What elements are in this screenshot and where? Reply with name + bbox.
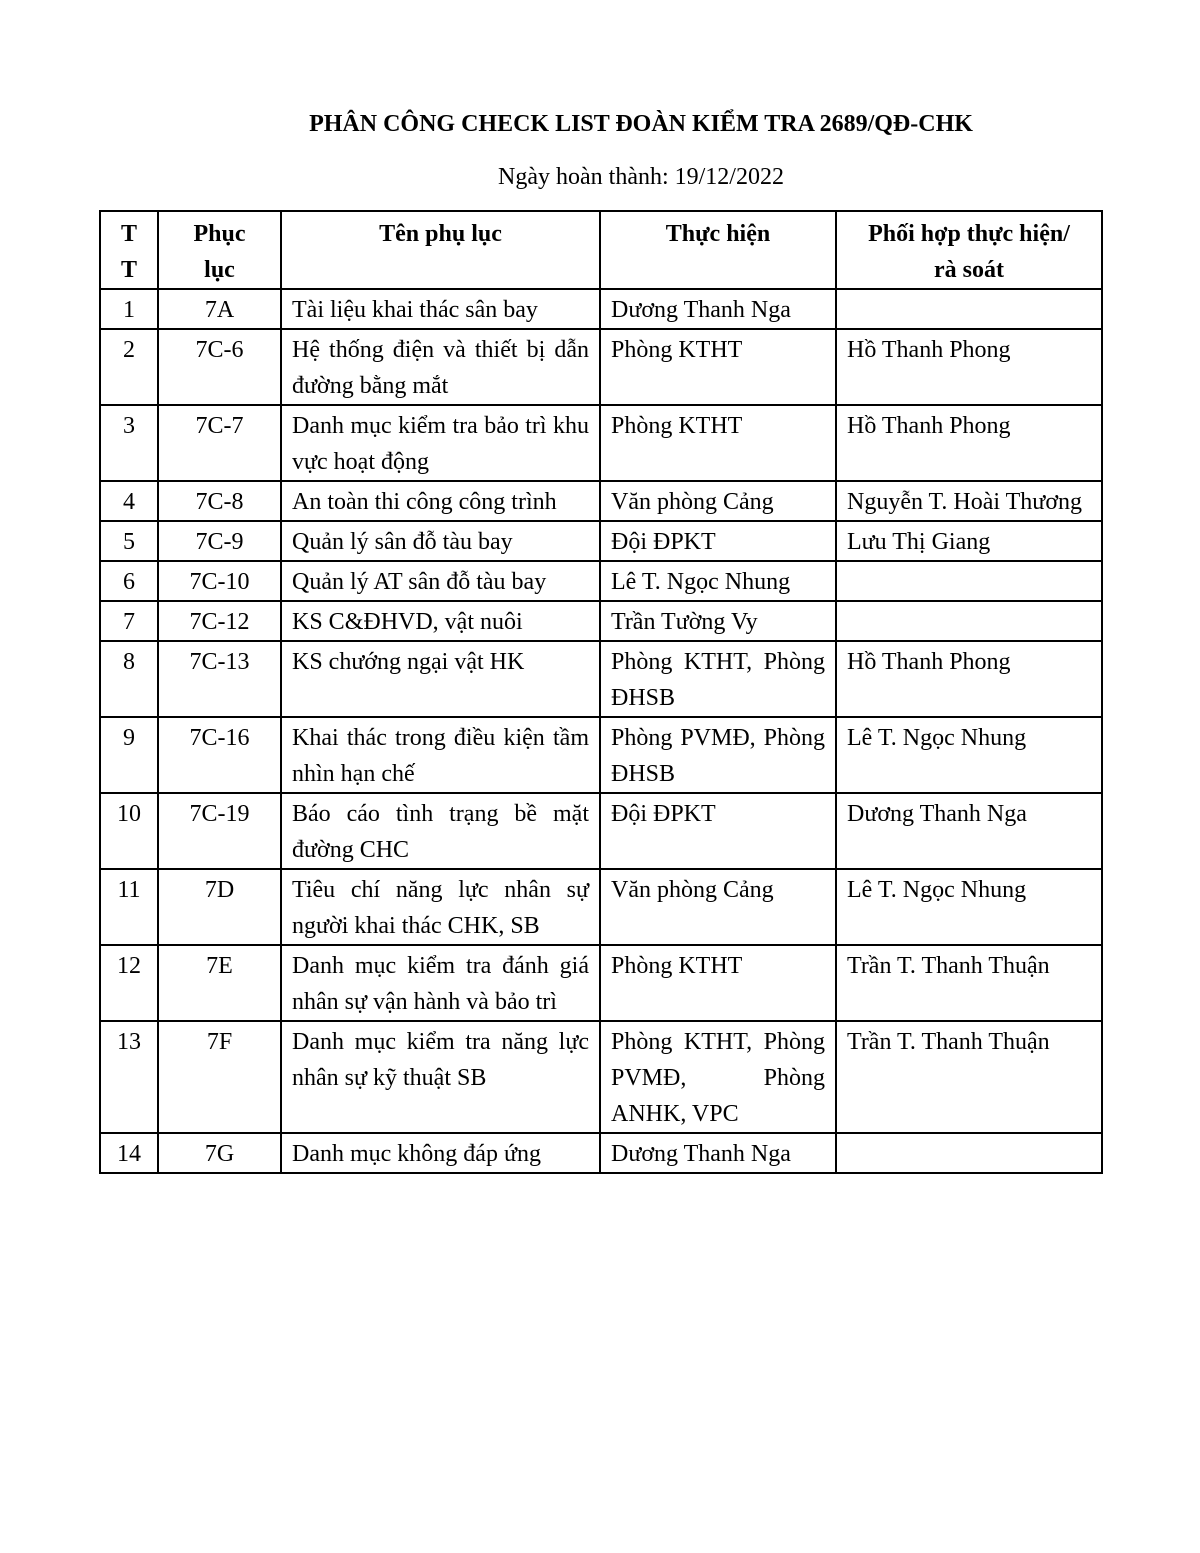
cell-thuc-hien: Phòng KTHT, Phòng ĐHSB xyxy=(600,641,836,717)
table-row xyxy=(100,717,1102,793)
cell-phoi-hop: Trần T. Thanh Thuận xyxy=(836,945,1102,1021)
cell-ten-phu-luc: Tài liệu khai thác sân bay xyxy=(281,289,600,329)
table-row xyxy=(100,481,1102,521)
cell-phu-luc: 7G xyxy=(158,1133,281,1173)
cell-thuc-hien: Phòng PVMĐ, Phòng ĐHSB xyxy=(600,717,836,793)
header-thuc-hien: Thực hiện xyxy=(600,211,836,289)
cell-ten-phu-luc: KS C&ĐHVD, vật nuôi xyxy=(281,601,600,641)
cell-tt: 9 xyxy=(100,717,158,793)
cell-ten-phu-luc: Danh mục không đáp ứng xyxy=(281,1133,600,1173)
header-tt-line2: T xyxy=(120,257,137,283)
cell-phoi-hop: Lê T. Ngọc Nhung xyxy=(836,869,1102,945)
cell-phu-luc: 7C-19 xyxy=(158,793,281,869)
cell-phu-luc: 7C-10 xyxy=(158,561,281,601)
cell-phoi-hop: Dương Thanh Nga xyxy=(836,793,1102,869)
completion-date: Ngày hoàn thành: 19/12/2022 xyxy=(498,164,784,190)
cell-thuc-hien: Lê T. Ngọc Nhung xyxy=(600,561,836,601)
cell-thuc-hien: Trần Tường Vy xyxy=(600,601,836,641)
cell-phoi-hop: Lê T. Ngọc Nhung xyxy=(836,717,1102,793)
header-phoi-hop xyxy=(836,211,1102,289)
table-row xyxy=(100,289,1102,329)
cell-thuc-hien: Văn phòng Cảng xyxy=(600,869,836,945)
table-row xyxy=(100,521,1102,561)
cell-ten-phu-luc: Báo cáo tình trạng bề mặt đường CHC xyxy=(281,793,600,869)
cell-tt: 7 xyxy=(100,601,158,641)
cell-tt: 6 xyxy=(100,561,158,601)
header-phu-luc xyxy=(158,211,281,289)
cell-tt: 3 xyxy=(100,405,158,481)
cell-thuc-hien: Đội ĐPKT xyxy=(600,521,836,561)
header-tt-line1: T xyxy=(120,221,137,247)
header-phoi-hop-line2: rà soát xyxy=(934,257,1004,283)
cell-phu-luc: 7C-12 xyxy=(158,601,281,641)
cell-phoi-hop: Trần T. Thanh Thuận xyxy=(836,1021,1102,1133)
table-row xyxy=(100,641,1102,717)
table-row xyxy=(100,601,1102,641)
cell-phoi-hop: Lưu Thị Giang xyxy=(836,521,1102,561)
cell-tt: 8 xyxy=(100,641,158,717)
cell-thuc-hien: Đội ĐPKT xyxy=(600,793,836,869)
cell-phoi-hop xyxy=(836,601,1102,641)
cell-phu-luc: 7C-6 xyxy=(158,329,281,405)
cell-tt: 12 xyxy=(100,945,158,1021)
table-row xyxy=(100,945,1102,1021)
table-row xyxy=(100,561,1102,601)
table-row xyxy=(100,405,1102,481)
cell-ten-phu-luc: Danh mục kiểm tra đánh giá nhân sự vận hành và bảo trì xyxy=(281,945,600,1021)
cell-phu-luc: 7D xyxy=(158,869,281,945)
cell-thuc-hien: Văn phòng Cảng xyxy=(600,481,836,521)
cell-phoi-hop: Hồ Thanh Phong xyxy=(836,641,1102,717)
assignment-table xyxy=(99,210,1103,1174)
cell-phoi-hop: Nguyễn T. Hoài Thương xyxy=(836,481,1102,521)
cell-phu-luc: 7C-16 xyxy=(158,717,281,793)
cell-tt: 10 xyxy=(100,793,158,869)
cell-phu-luc: 7C-13 xyxy=(158,641,281,717)
table-row xyxy=(100,1021,1102,1133)
cell-phoi-hop: Hồ Thanh Phong xyxy=(836,329,1102,405)
cell-thuc-hien: Phòng KTHT xyxy=(600,945,836,1021)
table-row xyxy=(100,793,1102,869)
cell-ten-phu-luc: Quản lý AT sân đỗ tàu bay xyxy=(281,561,600,601)
table-row xyxy=(100,1133,1102,1173)
cell-phu-luc: 7F xyxy=(158,1021,281,1133)
header-phu-luc-line1: Phục xyxy=(193,221,246,247)
cell-phoi-hop xyxy=(836,289,1102,329)
cell-thuc-hien: Dương Thanh Nga xyxy=(600,289,836,329)
cell-tt: 1 xyxy=(100,289,158,329)
cell-ten-phu-luc: An toàn thi công công trình xyxy=(281,481,600,521)
table-header-row xyxy=(100,211,1102,289)
cell-tt: 13 xyxy=(100,1021,158,1133)
cell-phu-luc: 7C-7 xyxy=(158,405,281,481)
cell-ten-phu-luc: KS chướng ngại vật HK xyxy=(281,641,600,717)
cell-tt: 11 xyxy=(100,869,158,945)
cell-thuc-hien: Phòng KTHT xyxy=(600,405,836,481)
cell-phu-luc: 7C-9 xyxy=(158,521,281,561)
header-phu-luc-line2: lục xyxy=(204,257,235,283)
cell-tt: 2 xyxy=(100,329,158,405)
header-phoi-hop-line1: Phối hợp thực hiện/ xyxy=(868,221,1070,247)
cell-ten-phu-luc: Danh mục kiểm tra năng lực nhân sự kỹ thuật SB xyxy=(281,1021,600,1133)
cell-phu-luc: 7A xyxy=(158,289,281,329)
header-tt xyxy=(100,211,158,289)
cell-phoi-hop xyxy=(836,561,1102,601)
page-title: PHÂN CÔNG CHECK LIST ĐOÀN KIỂM TRA 2689/QĐ-CHK xyxy=(309,111,973,137)
cell-phu-luc: 7E xyxy=(158,945,281,1021)
cell-phoi-hop: Hồ Thanh Phong xyxy=(836,405,1102,481)
cell-tt: 4 xyxy=(100,481,158,521)
header-ten-phu-luc: Tên phụ lục xyxy=(281,211,600,289)
cell-phu-luc: 7C-8 xyxy=(158,481,281,521)
cell-tt: 14 xyxy=(100,1133,158,1173)
cell-thuc-hien: Dương Thanh Nga xyxy=(600,1133,836,1173)
cell-ten-phu-luc: Khai thác trong điều kiện tầm nhìn hạn chế xyxy=(281,717,600,793)
cell-thuc-hien: Phòng KTHT, Phòng PVMĐ, Phòng ANHK, VPC xyxy=(600,1021,836,1133)
cell-ten-phu-luc: Tiêu chí năng lực nhân sự người khai thác CHK, SB xyxy=(281,869,600,945)
cell-ten-phu-luc: Hệ thống điện và thiết bị dẫn đường bằng mắt xyxy=(281,329,600,405)
table-row xyxy=(100,329,1102,405)
cell-ten-phu-luc: Quản lý sân đỗ tàu bay xyxy=(281,521,600,561)
cell-thuc-hien: Phòng KTHT xyxy=(600,329,836,405)
cell-tt: 5 xyxy=(100,521,158,561)
cell-phoi-hop xyxy=(836,1133,1102,1173)
table-row xyxy=(100,869,1102,945)
cell-ten-phu-luc: Danh mục kiểm tra bảo trì khu vực hoạt động xyxy=(281,405,600,481)
